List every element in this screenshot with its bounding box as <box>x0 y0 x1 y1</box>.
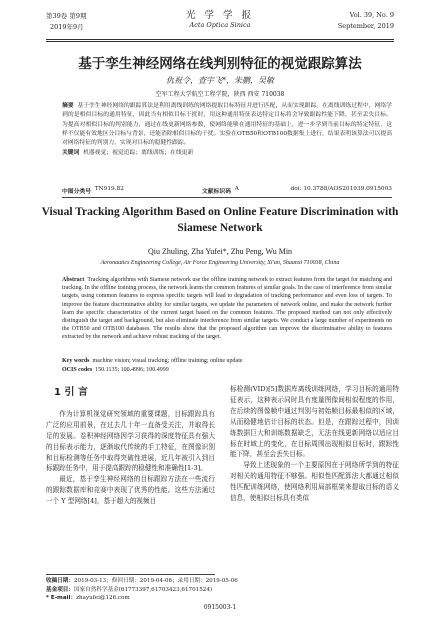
email-value: zhayufei@126.com <box>76 595 130 601</box>
footnote-email <box>46 594 306 603</box>
abstract-en-label: Abstract <box>62 277 85 283</box>
page-header <box>46 3 394 43</box>
affiliation-cn: 空军工程大学航空工程学院，陕西 西安 710038 <box>155 91 285 98</box>
abstract-en <box>62 276 392 342</box>
keywords-en-label: Key words <box>62 358 90 364</box>
header-rule-thin <box>46 41 394 42</box>
fund-value: 国家自然科学基金(61773397,61703423,61701524) <box>73 586 213 593</box>
paragraph: 作为计算机视觉研究领域的重要课题，目标跟踪具有广泛的应用前景，在过去几十年一直备受关注，并取得长足的发展。卷积神经网络因学习获得的深度特征具有强大的目标表示能力，逐渐取代传统的手工特征，在图像识别和目标检测等任务中取得突破性进展，近几年被引入到目标跟踪任务中，用于提高跟踪的稳健性和准确性[1-3]。 <box>46 409 215 473</box>
fund-label: 基金项目： <box>46 586 74 593</box>
title-en: Visual Tracking Algorithm Based on Online Feature Discrimination with Siamese Network <box>41 206 399 234</box>
abstract-en-text: Tracking algorithms with Siamese network use the offline training network to extract features from the target for matching and tracking. In the offline training process, the network learns the common features of similar goals. In the case of interference from similar targets, using common features to express specific targets will lead to degradation of tracking performance and even loss of targets. To improve the feature discriminative ability for similar targets, we update the parameters of network online, and make the network further learn the specific characteristics of the current target based on the common features. The proposed method can not only effectively distinguish the target and background, but also eliminate interference from similar targets. We conduct a large number of experiments on the OTB50 and OTB100 databases. The results show that the proposed algorithm can improve the discriminative ability to features extracted by the network and achieve robust tracking of the target. <box>62 277 393 341</box>
header-date-cn: 2019年9月 <box>50 23 84 31</box>
ocis-text: 150.1135; 100.4996; 100.4999 <box>95 367 169 373</box>
abstract-cn-text: 基于孪生神经网络的跟踪算法是利用离线训练的网络提取目标特征并进行匹配，从而实现跟踪。在离线训练过程中，网络学到的是相似目标的通用特征，因此当有相似目标干扰时，用这种通用特征表达特定目标将会导致跟踪性能下降，甚至丢失目标。为提高对相似目标的判别能力，通过在线更新网络参数，使网络能够在通用特征的基础上，进一步学到当前目标的特定特征，这样不仅能有效地区分目标与背景，还能消除相似目标的干扰。实验在OTB50和OTB100数据集上进行，结果表明该算法可以提高对网络特征的判别力，实现对目标的稳健性跟踪。 <box>62 103 392 147</box>
header-volume-en: Vol. 39, No. 9 <box>349 11 394 19</box>
keywords-en <box>62 358 392 364</box>
abstract-cn-label: 摘要 <box>62 103 74 109</box>
paragraph: 最近，基于孪生神经网络的目标跟踪方法在一些流行的跟踪数据库和竞赛中表现了优秀的性能。这些方法通过一个 Y 型网络[4]，基于超大的视频目 <box>46 475 215 506</box>
doc-code-label: 文献标识码 <box>202 189 231 195</box>
doi: doi: 10.3788/AOS201939.0915003 <box>290 186 392 192</box>
footnote-received <box>46 577 306 586</box>
email-label: * E-mail： <box>46 595 77 601</box>
doc-code-value: A <box>234 186 239 192</box>
footnote-fund <box>46 586 306 595</box>
affiliation-en: Aeronautics Engineering College, Air Force Engineering University, Xi'an, Shaanxi 710038, China <box>100 260 340 266</box>
section-heading: 1 引 言 <box>54 387 88 398</box>
header-date-en: September, 2019 <box>337 22 394 30</box>
clc-label: 中图分类号 <box>62 189 91 195</box>
classification-row <box>62 186 392 195</box>
paragraph: 标检测(VID)[5]数据库离线训练网络，学习目标的通用特征表示，这种表示同时具有度量图像间相似程度的作用，在后续的图像帧中通过判别与初始帧目标最相似的区域，从而稳健地估计目标的状态。但是，在跟踪过程中，因训练数据巨大和训练数据缺乏，无法在线更新网络以适应目标在时域上的变化，在目标周围出现相似目标时，跟踪性能下降，甚至会丢失目标。 <box>230 385 399 459</box>
header-journal-cn: 光 学 学 报 <box>185 10 255 21</box>
title-cn: 基于孪生神经网络在线判别特征的视觉跟踪算法 <box>78 56 362 72</box>
body-column-right <box>230 384 399 504</box>
page-number: 0915003-1 <box>203 604 237 611</box>
authors-cn: 仇祝令，查宇飞*，朱鹏，吴敏 <box>166 76 274 85</box>
abstract-rule <box>62 197 392 198</box>
body-column-left <box>46 384 215 507</box>
keywords-en-text: machine vision; visual tracking; offline training; online update <box>92 358 243 364</box>
clc-value: TN919.82 <box>94 186 124 192</box>
header-rule <box>46 39 394 40</box>
ocis-codes <box>62 367 392 373</box>
doc-code <box>202 186 239 195</box>
header-journal-en: Acta Optica Sinica <box>189 21 251 29</box>
received-label: 收稿日期： <box>46 578 74 584</box>
keywords-cn-label: 关键词 <box>62 149 80 156</box>
paragraph: 导致上述现象的一个主要原因在于网络所学到的特征对相关的通用特征不够强。相似性匹配算法大都通过相似性匹配训练网络，使网络利用局部框架来提取目标的语义信息，使相似目标具有类似 <box>230 461 399 503</box>
footnote-rule <box>46 574 215 575</box>
header-volume-cn: 第39卷 第9期 <box>46 12 87 20</box>
keywords-cn-text: 机器视觉；视觉追踪；离线训练；在线更新 <box>83 149 194 156</box>
authors-en: Qiu Zhuling, Zha Yufei*, Zhu Peng, Wu Min <box>147 247 293 256</box>
clc-number <box>62 186 124 195</box>
ocis-label: OCIS codes <box>62 367 93 373</box>
received-value: 2019-03-13；修回日期：2019-04-06；录用日期：2019-05-06 <box>73 578 238 584</box>
abstract-cn <box>62 102 392 158</box>
